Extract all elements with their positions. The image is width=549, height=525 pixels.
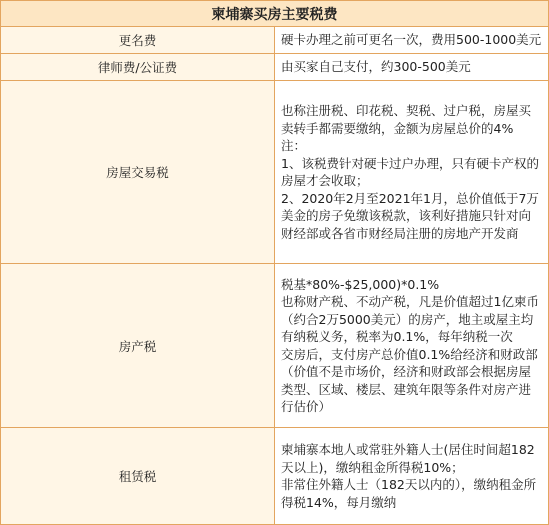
table-row (1, 54, 549, 81)
content-line: 2、2020年2月至2021年1月，总价值低于7万美金的房子免缴该税款，该利好措施只针对向财经部或各省市财经局注册的房地产开发商 (281, 190, 539, 241)
row-label-transaction-tax: 房屋交易税 (1, 81, 275, 264)
row-content-lawyer-fee (275, 54, 549, 81)
content-line: 由买家自己支付，约300-500美元 (281, 59, 471, 75)
content-line: 税基*80%-$25,000)*0.1% (281, 276, 440, 292)
row-content-rental-tax (275, 428, 549, 525)
row-label-lawyer-fee: 律师费/公证费 (1, 54, 275, 81)
table-row (1, 264, 549, 428)
content-line: 注： (281, 138, 307, 153)
content-line: 也称财产税、不动产税，凡是价值超过1亿柬币（约合2万5000美元）的房产，地主或屋主均有纳税义务，税率为0.1%，每年纳税一次 (281, 294, 539, 344)
row-content-property-tax (275, 264, 549, 428)
row-content-rename-fee (275, 27, 549, 54)
content-line: 交房后，支付房产总价值0.1%给经济和财政部（价值不是市场价，经济和财政部会根据房屋类型、区域、楼层、建筑年限等条件对房产进行估价） (281, 346, 538, 414)
table-title: 柬埔寨买房主要税费 (1, 1, 549, 27)
row-content-transaction-tax (275, 81, 549, 264)
row-label-property-tax: 房产税 (1, 264, 275, 428)
row-label-rename-fee: 更名费 (1, 27, 275, 54)
table-row (1, 81, 549, 264)
content-line: 也称注册税、印花税、契税、过户税，房屋买卖转手都需要缴纳，金额为房屋总价的4% (281, 103, 532, 136)
title-row (1, 1, 549, 27)
content-line: 柬埔寨本地人或常驻外籍人士(居住时间超182天以上)，缴纳租金所得税10%； (281, 442, 535, 475)
table-row (1, 27, 549, 54)
content-line: 1、该税费针对硬卡过户办理，只有硬卡产权的房屋才会收取； (281, 155, 539, 188)
row-label-rental-tax: 租赁税 (1, 428, 275, 525)
table-row (1, 428, 549, 525)
content-line: 硬卡办理之前可更名一次，费用500-1000美元 (281, 32, 542, 48)
content-line: 非常住外籍人士（182天以内的），缴纳租金所得税14%，每月缴纳 (281, 477, 537, 510)
